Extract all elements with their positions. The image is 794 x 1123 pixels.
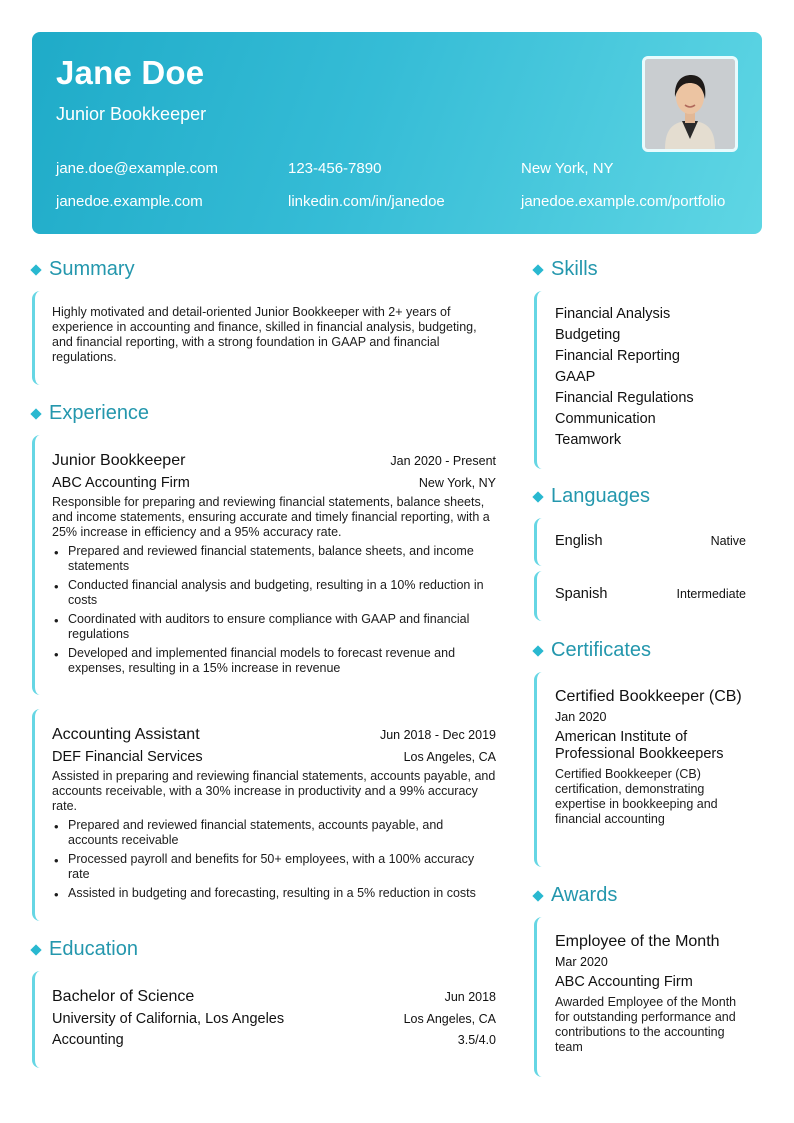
education-gpa: 3.5/4.0 [457, 1033, 496, 1047]
list-item: • Prepared and reviewed financial statements, balance sheets, and income statements [52, 544, 496, 574]
list-item: • Assisted in budgeting and forecasting, resulting in a 5% reduction in costs [52, 886, 496, 901]
skill-item: Financial Analysis [555, 306, 671, 322]
resume-header [32, 32, 762, 234]
language-item-english [534, 518, 762, 566]
award-issuer: ABC Accounting Firm [555, 974, 693, 990]
skill-item: Budgeting [555, 327, 621, 343]
job-dates: Jun 2018 - Dec 2019 [379, 728, 496, 742]
skill-item: Communication [555, 411, 656, 427]
summary-heading-label: Summary [49, 258, 135, 280]
award-date: Mar 2020 [555, 955, 608, 969]
contact-linkedin[interactable]: linkedin.com/in/janedoe [288, 193, 445, 210]
certificate-date: Jan 2020 [555, 710, 607, 724]
education-school: University of California, Los Angeles [52, 1011, 285, 1027]
contact-portfolio[interactable]: janedoe.example.com/portfolio [521, 193, 726, 210]
certificate-issuer: American Institute of Professional Bookkeepers [555, 729, 724, 762]
job-company: DEF Financial Services [52, 749, 203, 765]
experience-heading-label: Experience [49, 402, 150, 424]
profile-photo [642, 56, 738, 152]
job-bullets [52, 544, 496, 676]
diamond-icon [532, 890, 543, 901]
education-location: Los Angeles, CA [403, 1012, 496, 1026]
summary-text: Highly motivated and detail-oriented Junior Bookkeeper with 2+ years of experience in accounting and finance, skilled in financial analysis, budgeting, and financial reporting, with a strong foundation in GAAP and financial regulations. [52, 305, 477, 364]
skills-heading [534, 258, 598, 281]
candidate-title: Junior Bookkeeper [56, 104, 207, 124]
job-location: New York, NY [418, 476, 496, 490]
skill-item: GAAP [555, 369, 596, 385]
languages-heading [534, 485, 650, 508]
diamond-icon [532, 645, 543, 656]
language-name: English [555, 533, 603, 549]
certificate-title: Certified Bookkeeper (CB) [555, 688, 742, 705]
contact-phone[interactable]: 123-456-7890 [288, 160, 382, 177]
contact-email[interactable]: jane.doe@example.com [56, 160, 218, 177]
language-level: Native [710, 534, 746, 548]
candidate-name: Jane Doe [56, 54, 205, 91]
education-field: Accounting [52, 1032, 124, 1048]
skills-heading-label: Skills [551, 258, 598, 280]
job-location: Los Angeles, CA [403, 750, 496, 764]
experience-heading [32, 402, 149, 425]
languages-heading-label: Languages [551, 485, 650, 507]
diamond-icon [30, 944, 41, 955]
diamond-icon [30, 264, 41, 275]
diamond-icon [30, 408, 41, 419]
awards-heading-label: Awards [551, 884, 618, 906]
education-degree: Bachelor of Science [52, 988, 195, 1005]
certificates-heading-label: Certificates [551, 639, 652, 661]
job-title: Accounting Assistant [52, 726, 200, 743]
diamond-icon [532, 491, 543, 502]
award-description: Awarded Employee of the Month for outstanding performance and contributions to the accounting team [555, 995, 737, 1054]
job-company: ABC Accounting Firm [52, 475, 190, 491]
skills-block [534, 291, 762, 469]
education-heading [32, 938, 138, 961]
job-entry-2 [32, 709, 496, 921]
list-item: • Coordinated with auditors to ensure compliance with GAAP and financial regulations [52, 612, 496, 642]
certificate-entry [534, 672, 762, 867]
language-name: Spanish [555, 586, 608, 602]
job-dates: Jan 2020 - Present [390, 454, 496, 468]
skill-item: Financial Regulations [555, 390, 694, 406]
award-title: Employee of the Month [555, 933, 720, 950]
education-block [32, 971, 496, 1068]
job-title: Junior Bookkeeper [52, 452, 186, 469]
contact-location: New York, NY [521, 160, 614, 177]
skill-item: Teamwork [555, 432, 622, 448]
certificate-description: Certified Bookkeeper (CB) certification, demonstrating expertise in bookkeeping and financial accounting [555, 767, 718, 826]
awards-heading [534, 884, 617, 907]
job-entry-1 [32, 435, 496, 695]
skill-item: Financial Reporting [555, 348, 680, 364]
list-item: • Conducted financial analysis and budgeting, resulting in a 10% reduction in costs [52, 578, 496, 608]
list-item: • Processed payroll and benefits for 50+ employees, with a 100% accuracy rate [52, 852, 496, 882]
list-item: • Developed and implemented financial models to forecast revenue and expenses, resulting in a 15% increase in revenue [52, 646, 496, 676]
certificates-heading [534, 639, 651, 662]
language-level: Intermediate [676, 587, 746, 601]
award-entry [534, 917, 762, 1077]
summary-block [32, 291, 496, 385]
profile-photo-image [645, 59, 735, 149]
education-date: Jun 2018 [444, 990, 496, 1004]
job-description: Assisted in preparing and reviewing financial statements, accounts payable, and accounts receivable, with a 30% increase in productivity and a 99% accuracy rate. [52, 769, 496, 813]
contact-website[interactable]: janedoe.example.com [56, 193, 203, 210]
education-heading-label: Education [49, 938, 138, 960]
list-item: • Prepared and reviewed financial statements, accounts payable, and accounts receivable [52, 818, 496, 848]
job-bullets [52, 818, 496, 901]
summary-heading [32, 258, 135, 281]
language-item-spanish [534, 571, 762, 621]
job-description: Responsible for preparing and reviewing financial statements, balance sheets, and income statements, ensuring accurate and timely financial reporting, with a 25% increase in efficiency and a 95% accuracy rate. [52, 495, 490, 539]
diamond-icon [532, 264, 543, 275]
